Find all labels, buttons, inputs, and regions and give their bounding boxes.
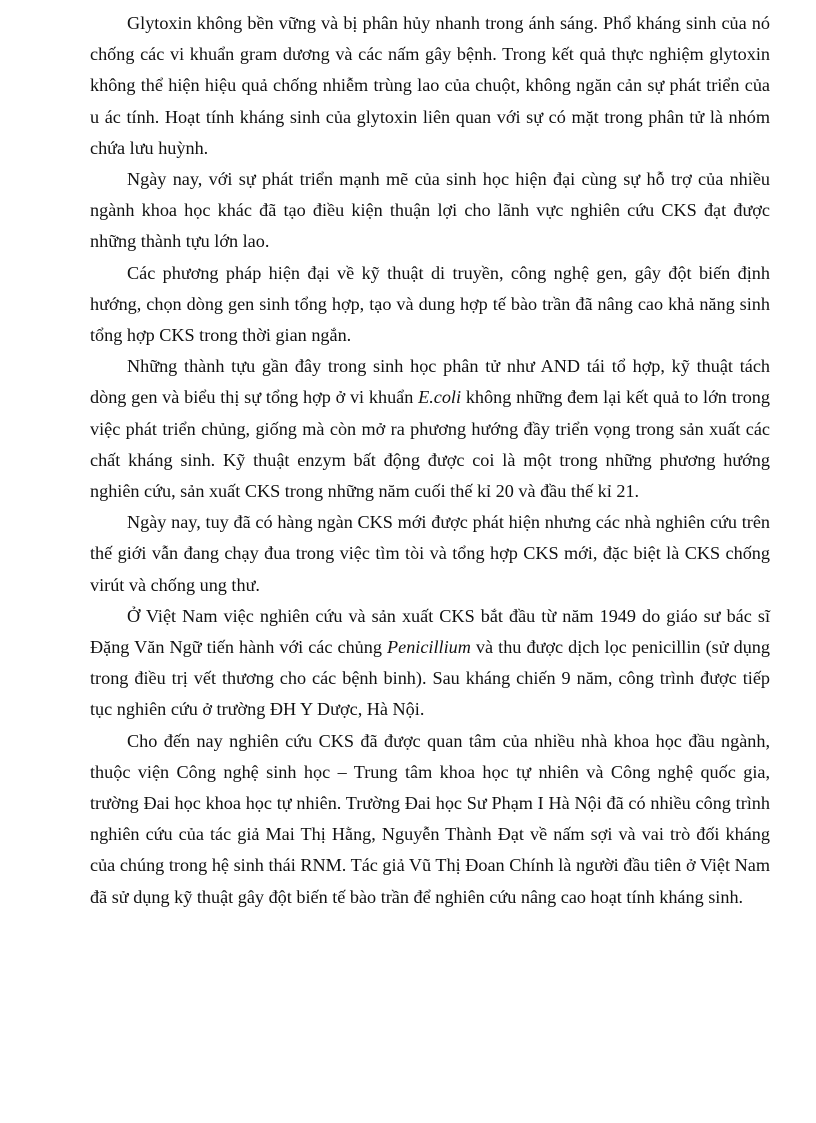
paragraph-glytoxin: Glytoxin không bền vững và bị phân hủy nhanh trong ánh sáng. Phổ kháng sinh của nó chống các vi khuẩn gram dương và các nấm gây bệnh. Trong kết quả thực nghiệm glytoxin không thể hiện hiệu quả chống nhiễm trùng lao của chuột, không ngăn cản sự phát triển của u ác tính. Hoạt tính kháng sinh của glytoxin liên quan với sự có mặt trong phân tử là nhóm chứa lưu huỳnh.: [90, 13, 770, 158]
paragraph-modern-biology: Ngày nay, với sự phát triển mạnh mẽ của sinh học hiện đại cùng sự hỗ trợ của nhiều ngành khoa học khác đã tạo điều kiện thuận lợi cho lãnh vực nghiên cứu CKS đạt được những thành tựu lớn lao.: [90, 169, 770, 252]
document-page: [90, 8, 770, 913]
paragraph-text: Ở Việt Nam việc nghiên cứu và sản xuất CKS bắt đầu từ năm 1949 do giáo sư bác sĩ Đặng Văn Ngữ tiến hành với các chủng: [90, 605, 770, 658]
species-name: Penicillium: [387, 637, 471, 658]
paragraph-text: không những đem lại kết quả to lớn trong việc phát triển chủng, giống mà còn mở ra phương hướng đầy triển vọng trong sản xuất các chất kháng sinh. Kỹ thuật enzym bất động được coi là một trong những phương hướng nghiên cứu, sản xuất CKS trong những năm cuối thế kỉ 20 và đầu thế kỉ 21.: [90, 387, 770, 502]
species-name: E.coli: [418, 387, 462, 408]
paragraph-text: và thu được dịch lọc penicillin (sử dụng trong điều trị vết thương cho các bệnh binh). Sau kháng chiến 9 năm, công trình được tiếp tục nghiên cứu ở trường ĐH Y Dược, Hà Nội.: [90, 637, 770, 720]
paragraph-vietnam-history: [90, 601, 770, 726]
paragraph-new-antibiotics: Ngày nay, tuy đã có hàng ngàn CKS mới được phát hiện nhưng các nhà nghiên cứu trên thế giới vẫn đang chạy đua trong việc tìm tòi và tổng hợp CKS mới, đặc biệt là CKS chống virút và chống ung thư.: [90, 512, 770, 595]
paragraph-modern-methods: Các phương pháp hiện đại về kỹ thuật di truyền, công nghệ gen, gây đột biến định hướng, chọn dòng gen sinh tổng hợp, tạo và dung hợp tế bào trần đã nâng cao khả năng sinh tổng hợp CKS trong thời gian ngắn.: [90, 262, 770, 346]
paragraph-text: Những thành tựu gần đây trong sinh học phân tử như AND tái tổ hợp, kỹ thuật tách dòng gen và biểu thị sự tổng hợp ở vi khuẩn: [90, 356, 770, 408]
paragraph-molecular-biology: [90, 351, 770, 507]
paragraph-research-institutions: Cho đến nay nghiên cứu CKS đã được quan tâm của nhiều nhà khoa học đầu ngành, thuộc viện Công nghệ sinh học – Trung tâm khoa học tự nhiên và Công nghệ quốc gia, trường Đai học khoa học tự nhiên. Trường Đai học Sư Phạm I Hà Nội đã có nhiều công trình nghiên cứu của tác giả Mai Thị Hằng, Nguyễn Thành Đạt về nấm sợi và vai trò đối kháng của chúng trong hệ sinh thái RNM. Tác giả Vũ Thị Đoan Chính là người đầu tiên ở Việt Nam đã sử dụng kỹ thuật gây đột biến tế bào trần để nghiên cứu nâng cao hoạt tính kháng sinh.: [90, 730, 770, 907]
